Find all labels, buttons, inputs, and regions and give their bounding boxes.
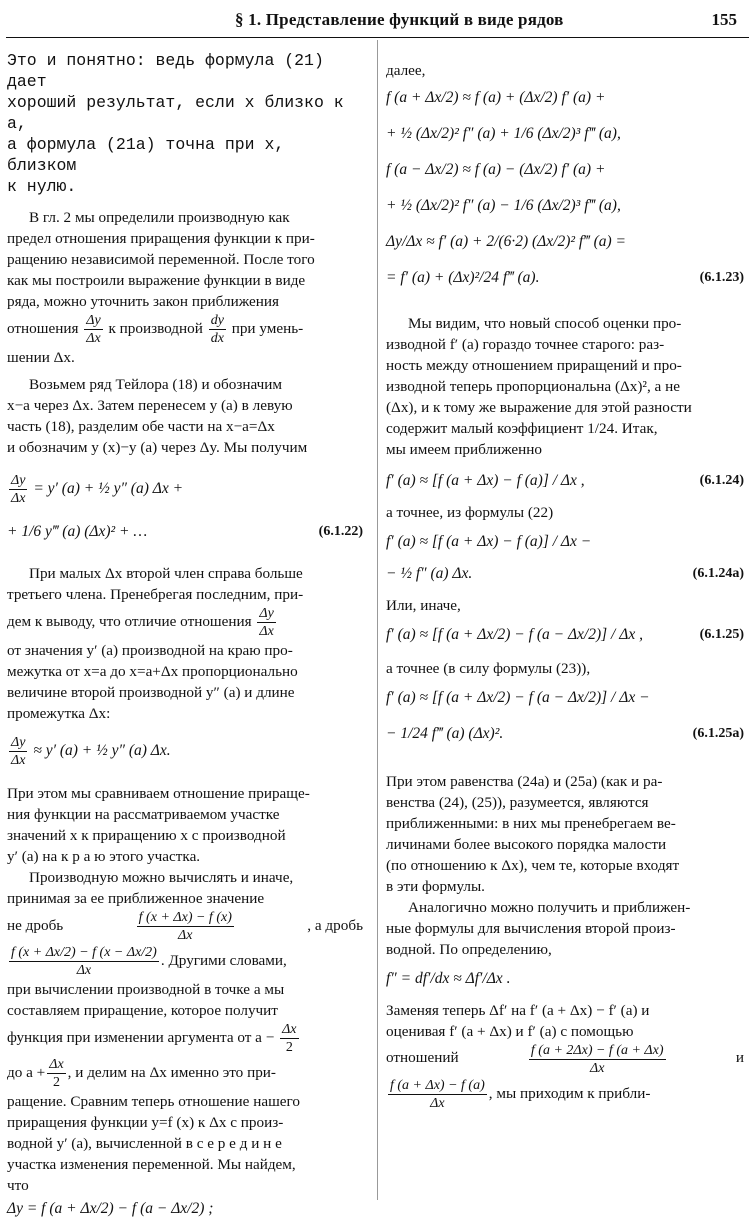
equation-number: (6.1.25) xyxy=(699,627,744,642)
fraction-central-difference: $\frac{f (x + \Delta x/2) - f (x - \Delta x/2)}{\Delta x}$ xyxy=(11,945,157,979)
paragraph-by-formula-23: а точнее (в силу формулы (23)), xyxy=(386,660,591,677)
paragraph-more-precise: а точнее, из формулы (22) xyxy=(386,504,554,521)
equation-taylor-minus: f (a − Δx/2) ≈ f (a) − (Δx/2) f′ (a) + + ½ (Δx/2)² f″ (a) − 1/6 (Δx/2)³ f‴ (a), xyxy=(386,161,621,214)
left-column xyxy=(7,50,363,1220)
fraction-forward-difference: $\frac{f (x + \Delta x) - f (x)}{\Delta x}$ xyxy=(138,910,232,944)
paragraph-new-method: Мы видим, что новый способ оценки про- изводной f′ (a) гораздо точнее старого: раз- ность между отношением приращений и про- изводной теперь пропорциональна (Δx)², а не (Δx), и к тому же выражение для этой разности содержит малый коэффициент 1/24. Итак, мы имеем приближенно xyxy=(386,315,692,458)
paragraph-derivative: В гл. 2 мы определили производную как предел отношения приращения функции к при- ращению независимой переменной. После того как мы построили выражение функции в виде ряда, можно уточнить закон приближения отношения $\frac{\Delta y}{\Delta x}$ к производной $\frac{dy}{dx}$ при умень- шении Δx. Возьмем ряд Тейлора (18) и обозначим x−a через Δx. Затем перенесем y (a) в левую часть (18), разделим обе части на x−a=Δx и обозначим y (x)−y (a) через Δy. Мы получим xyxy=(7,209,315,457)
equation-number: (6.1.25a) xyxy=(692,726,744,741)
page-header xyxy=(0,0,755,38)
header-rule xyxy=(6,37,749,38)
equation-number: (6.1.23) xyxy=(699,270,744,285)
equation-number: (6.1.24a) xyxy=(692,566,744,581)
word-dalee: далее, xyxy=(386,62,426,79)
equation-approx-first: $\frac{\Delta y}{\Delta x}$ ≈ y′ (a) + ½ y″ (a) Δx. xyxy=(11,735,171,769)
paragraph-replace: Заменяя теперь Δf′ на f′ (a + Δx) − f′ (a) и оценивая f′ (a + Δx) и f′ (a) с помощью отношений $\frac{f (a + 2\Delta x) - f (a + \Delta x)}{\Delta x}$ и $\frac{f (a + \Delta x) - f (a)}{\Delta x}$ , мы приходим к прибли- xyxy=(386,1002,744,1111)
equation-6-1-25: f′ (a) ≈ [f (a + Δx/2) − f (a − Δx/2)] / Δx , (6.1.25) xyxy=(386,624,744,646)
equation-6-1-22: $\frac{\Delta y}{\Delta x}$ = y′ (a) + ½ y″ (a) Δx + + 1/6 y‴ (a) (Δx)² + … (6.1.22) xyxy=(7,472,363,543)
fraction-derivative: $\frac{dy}{dx}$ xyxy=(210,313,224,347)
equation-6-1-24: f′ (a) ≈ [f (a + Δx) − f (a)] / Δx , (6.1.24) xyxy=(386,470,744,492)
page-number: 155 xyxy=(711,10,737,29)
equation-second-derivative: f″ = df′/dx ≈ Δf′/Δx . xyxy=(386,970,511,987)
right-column xyxy=(386,60,744,1112)
fraction-first-forward: $\frac{f (a + \Delta x) - f (a)}{\Delta x}$ xyxy=(390,1078,485,1111)
equation-6-1-23: Δy/Δx ≈ f′ (a) + 2/(6·2) (Δx/2)² f‴ (a) = = f′ (a) + (Δx)²/24 f‴ (a). (6.1.23) xyxy=(386,231,744,289)
equation-6-1-24a: f′ (a) ≈ [f (a + Δx) − f (a)] / Δx − − ½ f″ (a) Δx. (6.1.24a) xyxy=(386,531,744,585)
paragraph-intro: Это и понятно: ведь формула (21) дает хороший результат, если x близко к a, а формула (21а) точна при x, близком к нулю. xyxy=(7,51,344,196)
paragraph-or-else: Или, иначе, xyxy=(386,597,461,614)
equation-number: (6.1.22) xyxy=(318,524,363,540)
equation-6-1-25a: f′ (a) ≈ [f (a + Δx/2) − f (a − Δx/2)] / Δx − − 1/24 f‴ (a) (Δx)². (6.1.25a) xyxy=(386,687,744,745)
fraction-dy-dx: $\frac{\Delta y}{\Delta x}$ xyxy=(86,313,101,347)
equation-delta-y: Δy = f (a + Δx/2) − f (a − Δx/2) ; xyxy=(7,1200,214,1218)
paragraph-approx-equalities: При этом равенства (24a) и (25a) (как и ра- венства (24), (25)), разумеется, являются приближенными: в них мы пренебрегаем ве- личинами более высокого порядка малости (по отношению к Δx), чем те, которые входят в эти формулы. Аналогично можно получить и приближен- ные формулы для вычисления второй произ- водной. По определению, xyxy=(386,773,691,958)
paragraph-compare: При этом мы сравниваем отношение прираще- ния функции на рассматриваемом участке значений x к приращению x с производной y′ (a) на к р а ю этого участка. Производную можно вычислять и иначе, принимая за ее приближенное значение не дробь $\frac{f (x + \Delta x) - f (x)}{\Delta x}$ , а дробь $\frac{f (x + \Delta x/2) - f (x - \Delta x/2)}{\Delta x}$ . Другими словами, при вычислении производной в точке a мы составляем приращение, которое получит функция при изменении аргумента от a − $\frac{\Delta x}{2}$ до a + $\frac{\Delta x}{2}$ , и делим на Δx именно это при- ращение. Сравним теперь отношение нашего приращения функции y=f (x) к Δx с произ- водной y′ (a), вычисленной в с е р е д и н е участка изменения переменной. Мы найдем, что xyxy=(7,785,363,1195)
equation-number: (6.1.24) xyxy=(699,473,744,488)
equation-taylor-plus: f (a + Δx/2) ≈ f (a) + (Δx/2) f′ (a) + + ½ (Δx/2)² f″ (a) + 1/6 (Δx/2)³ f‴ (a), xyxy=(386,89,621,142)
column-divider xyxy=(377,40,378,1200)
fraction-second-forward: $\frac{f (a + 2\Delta x) - f (a + \Delta x)}{\Delta x}$ xyxy=(530,1043,664,1076)
paragraph-small-dx: При малых Δx второй член справа больше третьего члена. Пренебрегая последним, при- дем к выводу, что отличие отношения $\frac{\Delta y}{\Delta x}$ от значения y′ (a) производной на краю про- межутка от x=a до x=a+Δx пропорционально величине второй производной y″ (a) и длине промежутка Δx: xyxy=(7,565,304,723)
running-title: § 1. Представление функций в виде рядов xyxy=(235,10,564,29)
